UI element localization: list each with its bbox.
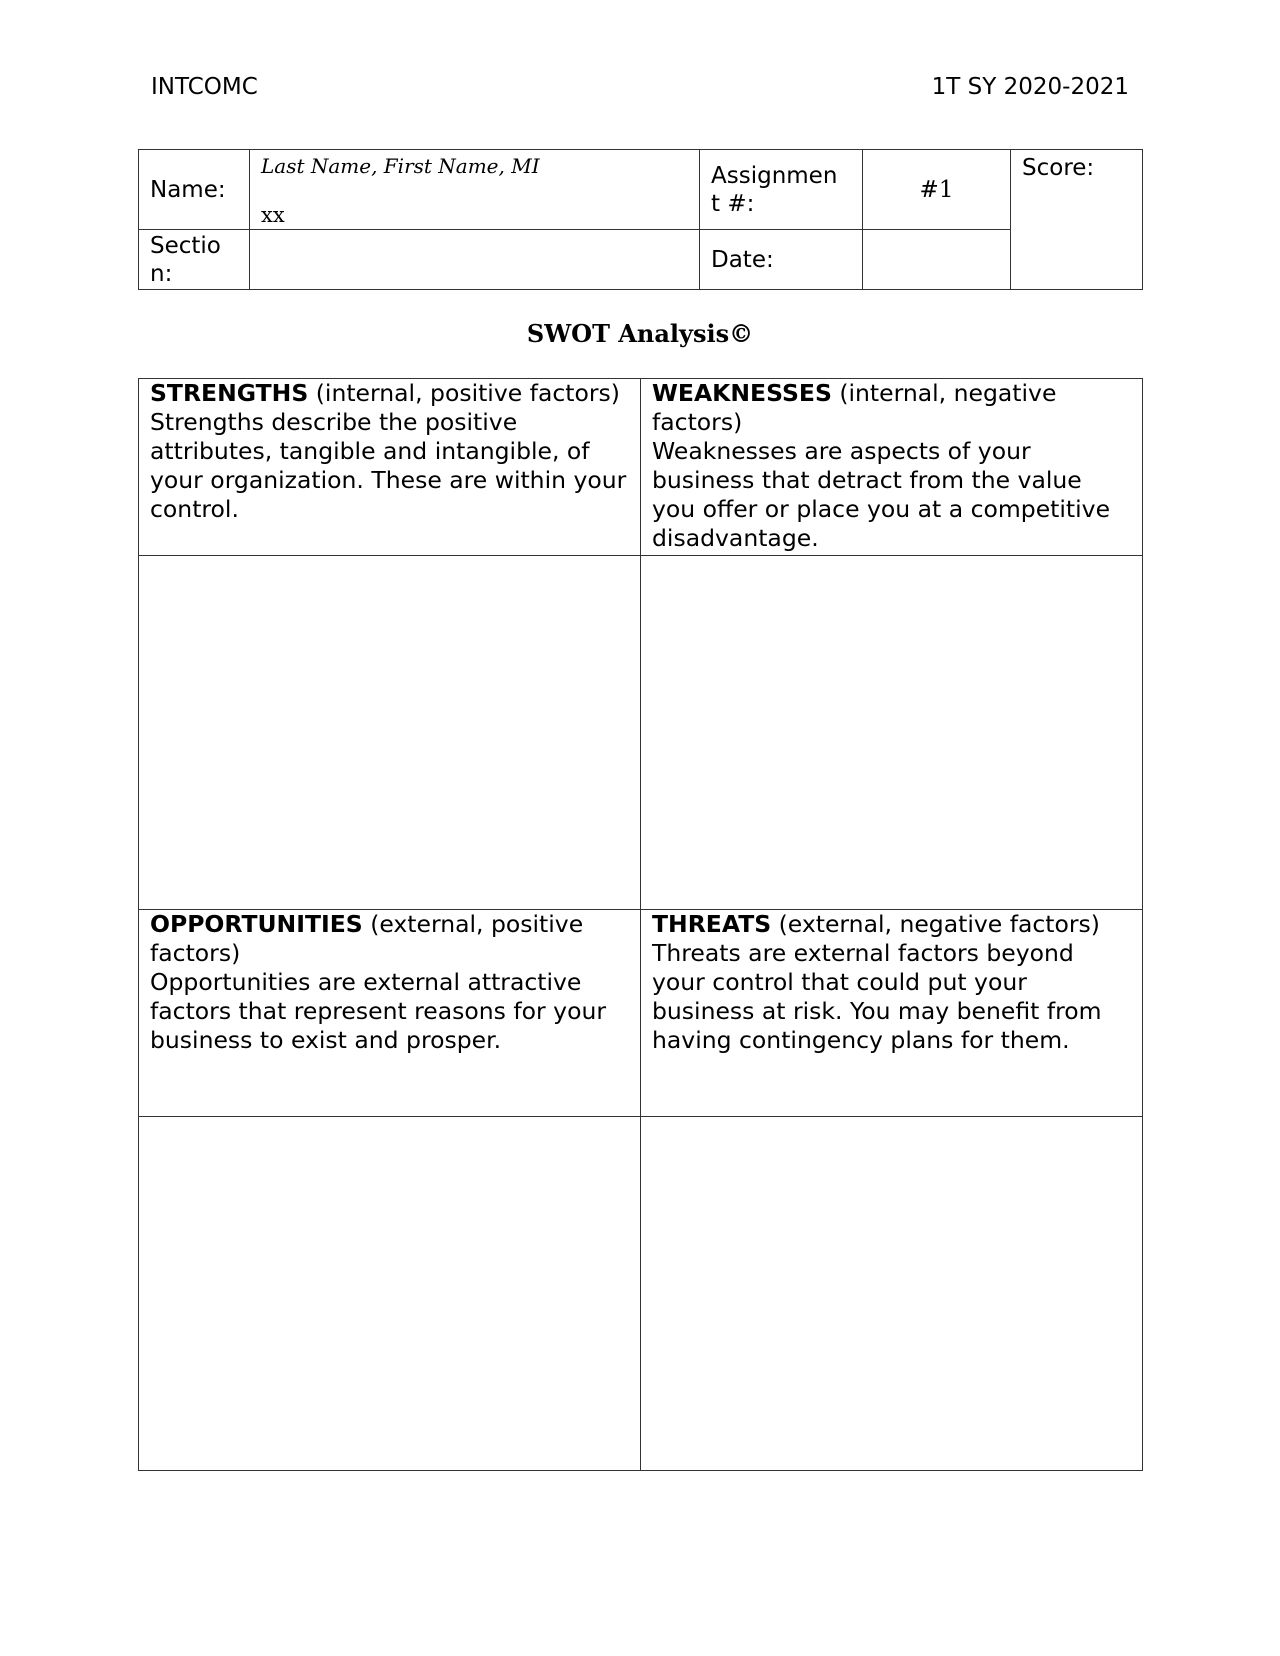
assignment-label: Assignmen t #: [700,150,863,230]
threats-description: Threats are external factors beyond your control that could put your business at risk. You may benefit from having contingency plans for them. [652,939,1102,1054]
threats-qualifier: (external, negative factors) [771,910,1100,938]
name-field[interactable] [250,150,700,230]
course-code: INTCOMC [151,74,258,100]
threats-title: THREATS [652,910,772,938]
strengths-header [139,379,641,556]
swot-grid [138,378,1143,1471]
score-label: Score: [1022,155,1095,181]
strengths-qualifier: (internal, positive factors) [308,379,620,407]
strengths-answer-box[interactable] [139,556,641,910]
threats-answer-box[interactable] [641,1117,1143,1471]
assignment-number[interactable]: #1 [863,150,1011,230]
section-label: Sectio n: [139,230,250,290]
date-label: Date: [700,230,863,290]
page-title: SWOT Analysis© [526,319,754,348]
weaknesses-title: WEAKNESSES [652,379,832,407]
opportunities-title: OPPORTUNITIES [150,910,363,938]
student-info-table [138,149,1143,290]
strengths-description: Strengths describe the positive attributes, tangible and intangible, of your organization. These are within your control. [150,408,627,523]
weaknesses-header [641,379,1143,556]
section-field[interactable] [250,230,700,290]
school-term: 1T SY 2020-2021 [931,74,1129,100]
threats-header [641,910,1143,1117]
weaknesses-description: Weaknesses are aspects of your business that detract from the value you offer or place you at a competitive disadvantage. [652,437,1111,552]
name-value: xx [261,203,285,227]
strengths-title: STRENGTHS [150,379,309,407]
name-label: Name: [139,150,250,230]
opportunities-answer-box[interactable] [139,1117,641,1471]
opportunities-qualifier: (external, positive factors) [150,910,584,967]
weaknesses-answer-box[interactable] [641,556,1143,910]
score-box[interactable] [1011,150,1143,290]
weaknesses-qualifier: (internal, negative factors) [652,379,1057,436]
opportunities-description: Opportunities are external attractive factors that represent reasons for your business to exist and prosper. [150,968,607,1054]
opportunities-header [139,910,641,1117]
name-placeholder: Last Name, First Name, MI [261,154,540,178]
date-field[interactable] [863,230,1011,290]
